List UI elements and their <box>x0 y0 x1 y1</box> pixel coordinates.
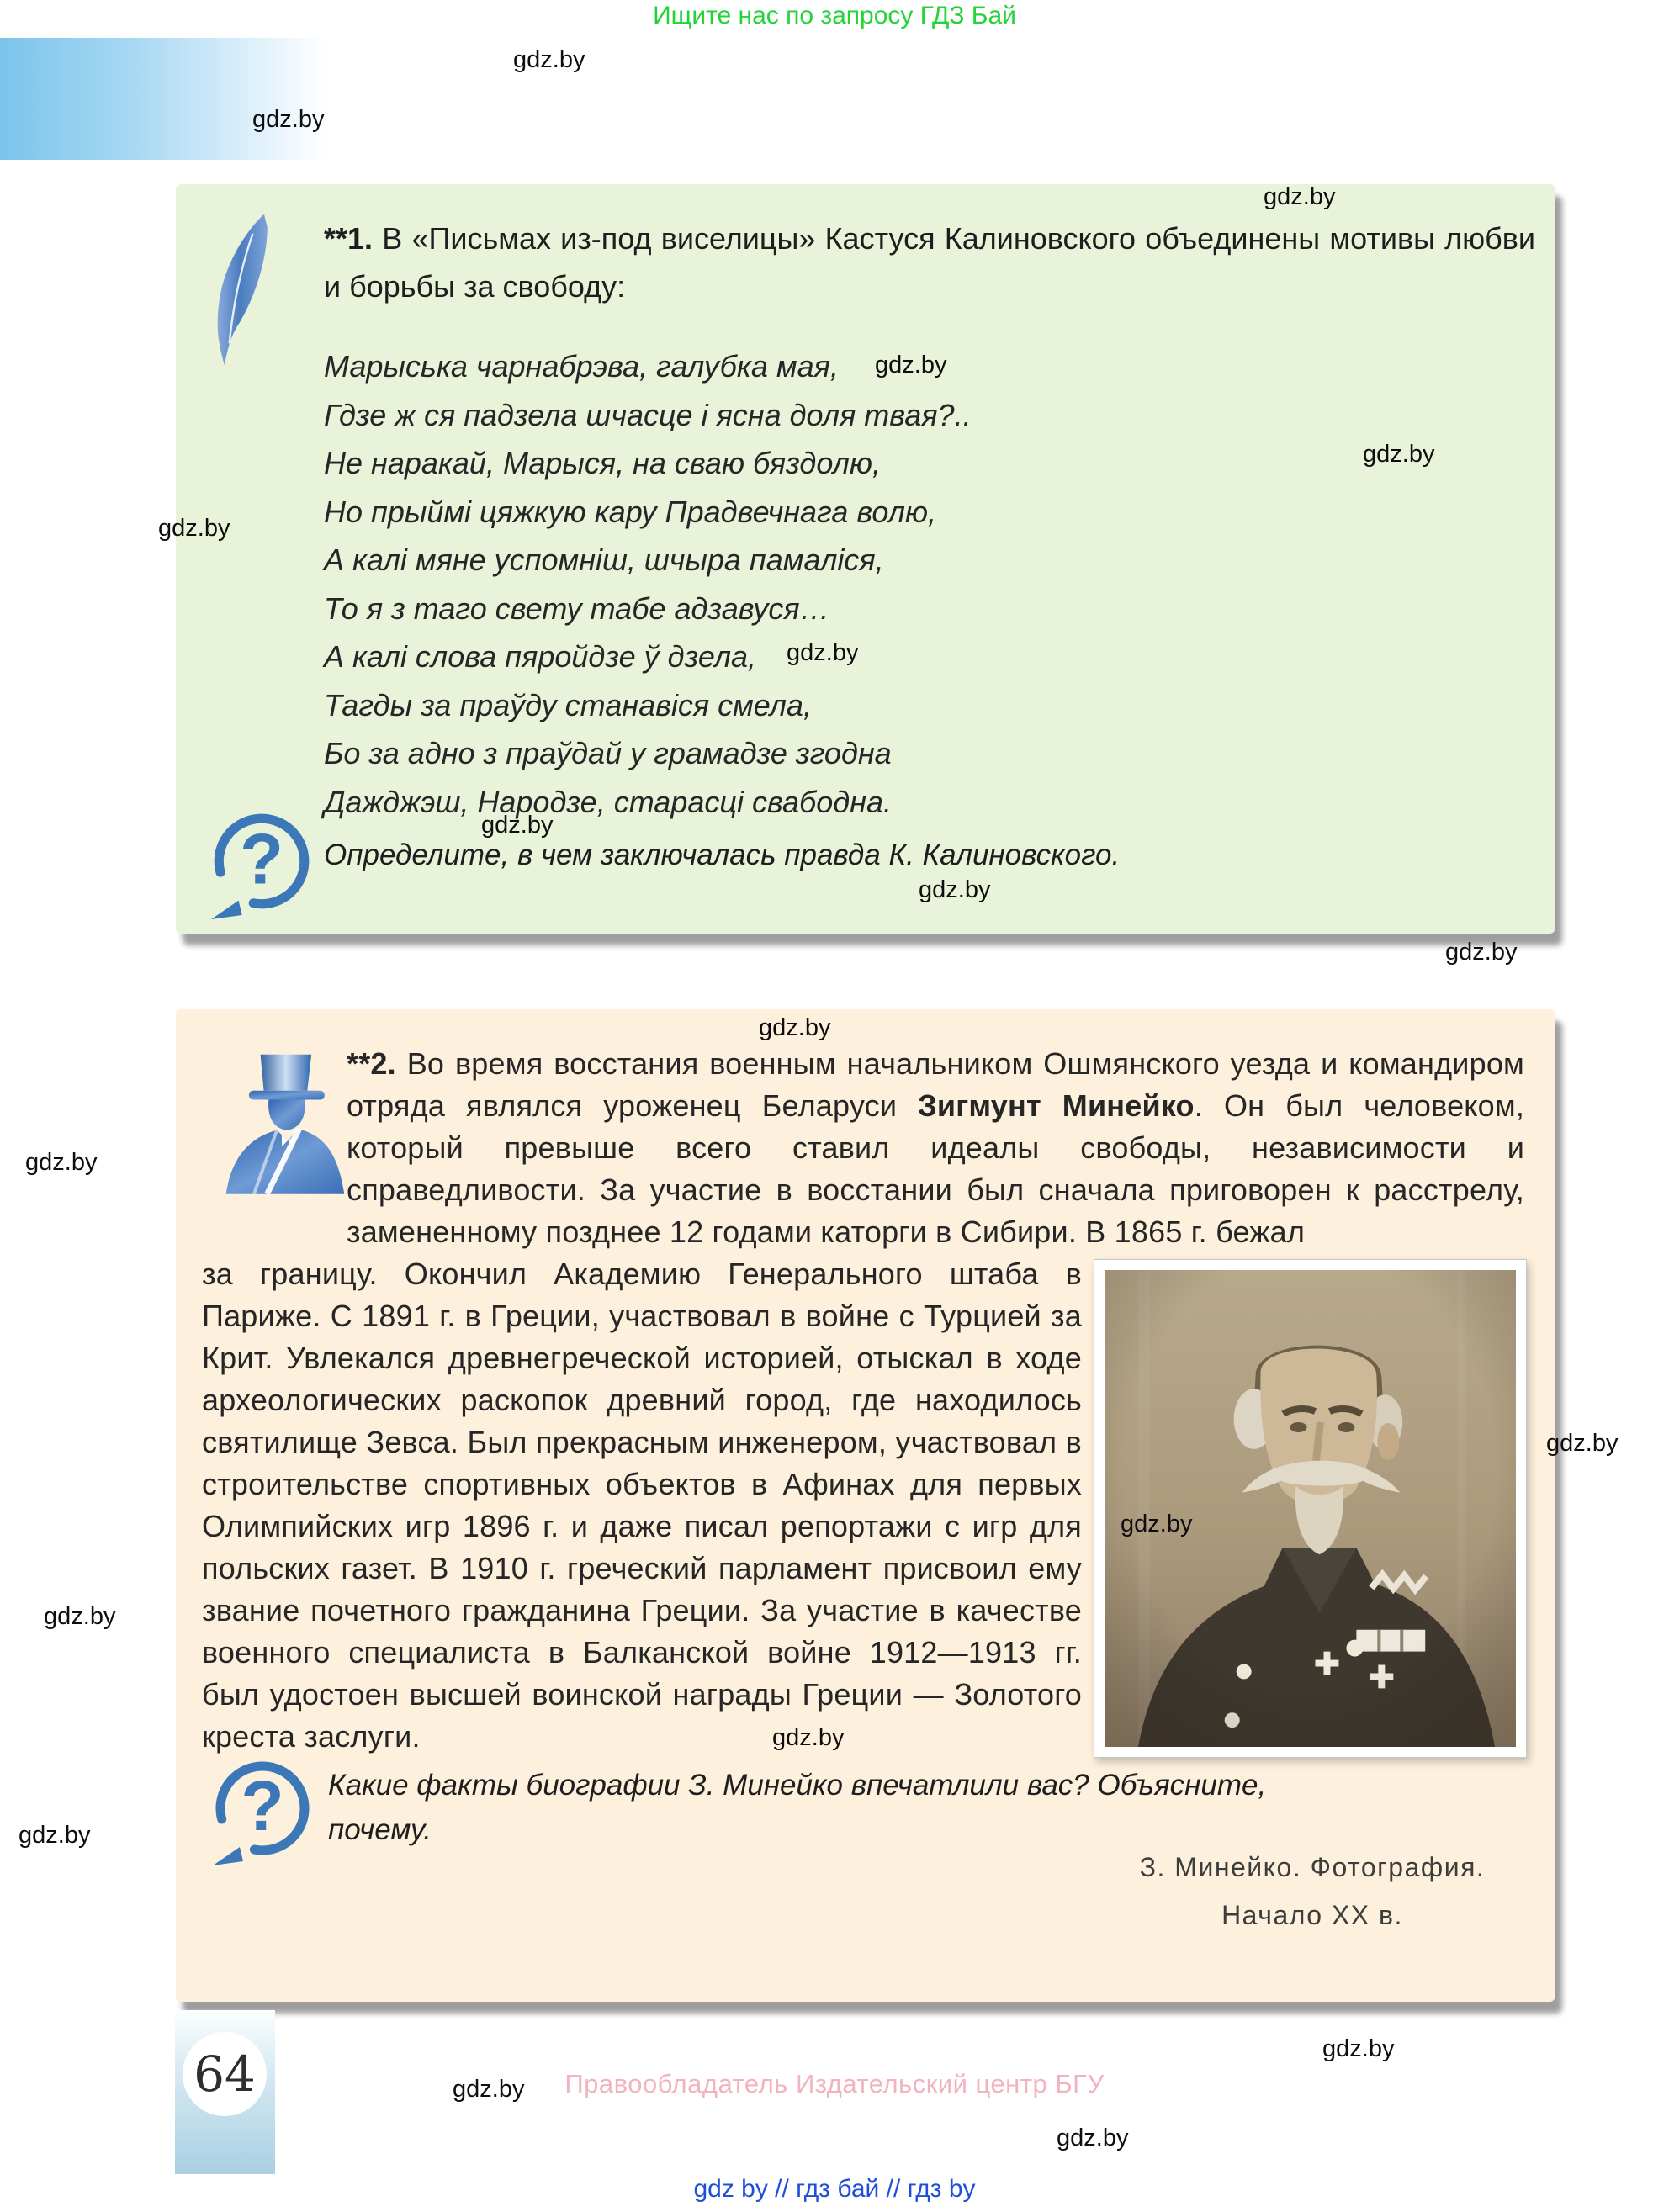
task2-paragraph-1-text: Во время восстания военным начальником Ошмянского уезда и командиром отряда являлся уроженец Беларуси <box>347 1046 1524 1123</box>
task2-paragraph-2: за границу. Окончил Академию Генерального штаба в Париже. С 1891 г. в Греции, участвовал в войне с Турцией за Крит. Увлекался древнегреческой историей, отыскал в ходе археологических раскопок древний город, где находилось святилище Зевса. Был прекрасным инженером, участвовал в строительстве спортивных объектов в Афинах для первых Олимпийских игр 1896 г. и даже писал репортажи с игр для польских газет. В 1910 г. греческий парламент присвоил ему звание почетного гражданина Греции. За участие в качестве военного специалиста в Балканской войне 1912—1913 гг. был удостоен высшей воинской награды Греции — Золотого креста заслуги. <box>202 1257 1082 1754</box>
poem-line: Бо за адно з праўдай у грамадзе згодна <box>324 736 892 770</box>
top-blue-gradient-bar <box>0 38 336 160</box>
svg-text:?: ? <box>239 819 284 900</box>
poem-line: Марыська чарнабрэва, галубка мая, <box>324 349 839 384</box>
poem-line: То я з таго свету табе адзавуся… <box>324 590 830 626</box>
gdz-watermark: gdz.by <box>158 515 230 542</box>
page-number: 64 <box>193 2045 256 2103</box>
svg-text:?: ? <box>241 1766 284 1845</box>
poem-line: Тагды за праўду станавіся смела, <box>324 687 812 722</box>
gdz-watermark: gdz.by <box>1121 1511 1193 1537</box>
photo-caption-line1: З. Минейко. Фотография. <box>1139 1852 1486 1882</box>
gdz-watermark: gdz.by <box>513 46 585 73</box>
gdz-watermark: gdz.by <box>875 352 947 378</box>
gdz-watermark: gdz.by <box>1363 441 1435 468</box>
gdz-watermark: gdz.by <box>252 106 325 133</box>
person-name-bold: Зигмунт Минейко <box>918 1088 1195 1123</box>
gdz-watermark: gdz.by <box>25 1149 98 1176</box>
gdz-watermark: gdz.by <box>1445 939 1518 966</box>
gdz-watermark: gdz.by <box>787 639 859 666</box>
task1-number: **1. <box>324 221 374 256</box>
task2-paragraph-1 <box>347 1043 1524 1253</box>
question-mark-icon <box>204 807 315 924</box>
task2-question: Какие факты биографии З. Минейко впечатлили вас? Объясните, почему. <box>328 1769 1267 1846</box>
poem-line: Гдзе ж ся падзела шчасце і ясна доля твая?.. <box>324 397 972 432</box>
gdz-watermark: gdz.by <box>772 1724 845 1751</box>
task1-block <box>176 184 1555 934</box>
feather-quill-icon <box>203 209 283 371</box>
gdz-watermark: gdz.by <box>1057 2125 1129 2151</box>
question-mark-icon <box>206 1754 315 1871</box>
promo-header-text: Ищите нас по запросу ГДЗ Бай <box>653 2 1016 29</box>
gdz-watermark: gdz.by <box>919 876 991 903</box>
copyright-text: Правообладатель Издательский центр БГУ <box>564 2069 1105 2098</box>
task2-paragraph-1-rest: . Он был человеком, который превыше всего ставил идеалы свободы, независимости и справедливости. За участие в восстании был сначала приговорен к расстрелу, замененному позднее 12 годами каторги в Сибири. В 1865 г. бежал <box>347 1088 1525 1249</box>
poem-line: Дажджэш, Народзе, старасці свабодна. <box>324 784 892 819</box>
gdz-watermark: gdz.by <box>1264 183 1336 210</box>
poem <box>324 342 972 826</box>
gdz-watermark: gdz.by <box>453 2076 525 2103</box>
photo-caption <box>1039 1844 1586 1939</box>
gdz-watermark: gdz.by <box>481 812 554 839</box>
footer-links-text: gdz by // гдз бай // гдз by <box>693 2175 976 2203</box>
mineyko-photo <box>1094 1259 1527 1758</box>
gdz-watermark: gdz.by <box>19 1822 91 1849</box>
gdz-watermark: gdz.by <box>44 1603 116 1630</box>
gdz-watermark: gdz.by <box>1322 2035 1395 2062</box>
gdz-watermark: gdz.by <box>1546 1430 1619 1457</box>
task2-number: **2. <box>347 1046 396 1081</box>
task1-question: Определите, в чем заключалась правда К. Калиновского. <box>324 839 1121 871</box>
photo-caption-line2: Начало XX в. <box>1221 1900 1403 1930</box>
task1-heading <box>324 214 1535 310</box>
gdz-watermark: gdz.by <box>759 1014 831 1041</box>
poem-line: Но прыймі цяжкую кару Прадвечнага волю, <box>324 494 937 529</box>
poem-line: Не наракай, Марыся, на сваю бяздолю, <box>324 446 881 480</box>
task1-intro: В «Письмах из-под виселицы» Кастуся Калиновского объединены мотивы любви и борьбы за свободу: <box>324 221 1535 304</box>
poem-line: А калі мяне успомніш, шчыра памаліся, <box>324 542 884 577</box>
poem-line: А калі слова пяройдзе ў дзела, <box>324 639 757 674</box>
